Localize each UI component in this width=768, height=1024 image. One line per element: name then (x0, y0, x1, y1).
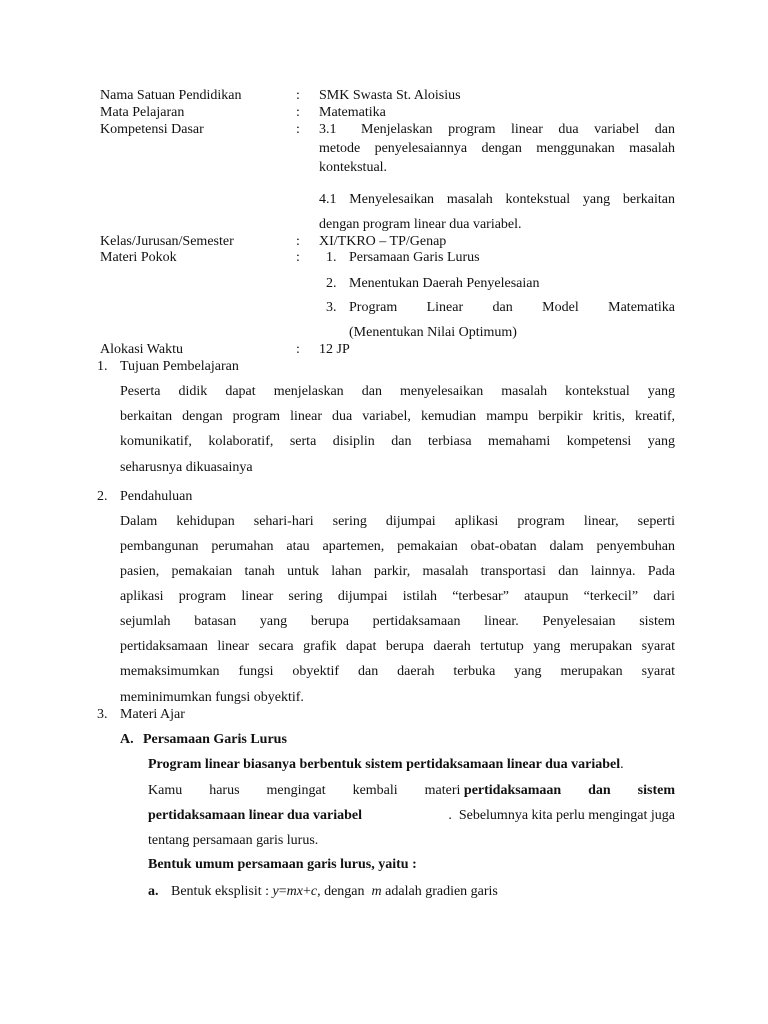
paragraph-line: tentang persamaan garis lurus. (148, 833, 319, 848)
section-title: Materi Ajar (120, 707, 185, 722)
paragraph-line: sejumlah batasan yang berupa pertidaksamaan linear. Penyelesaian sistem (120, 614, 675, 629)
value-nama-satuan: SMK Swasta St. Aloisius (319, 88, 461, 103)
section-number: 3. (97, 707, 108, 722)
formula-c: c (310, 884, 318, 899)
formula-x: x (296, 884, 303, 899)
kd-41-line1: 4.1 Menyelesaikan masalah kontekstual yang berkaitan (319, 192, 675, 207)
label-mata-pelajaran: Mata Pelajaran (100, 105, 185, 120)
bold-word: dan (588, 783, 611, 798)
paragraph-line (148, 757, 624, 773)
label-materi-pokok: Materi Pokok (100, 250, 177, 265)
colon: : (296, 105, 300, 120)
paragraph-line: meminimumkan fungsi obyektif. (120, 690, 304, 705)
section-title: Tujuan Pembelajaran (120, 359, 239, 374)
word: mengingat (266, 783, 326, 798)
subsection-title: Persamaan Garis Lurus (143, 732, 287, 747)
colon: : (296, 234, 300, 249)
item-a-post: adalah gradien garis (385, 884, 498, 899)
label-alokasi-waktu: Alokasi Waktu (100, 342, 183, 357)
value-mata-pelajaran: Matematika (319, 105, 386, 120)
word: Kamu (148, 783, 183, 798)
bold-word: sistem (637, 783, 675, 798)
colon: : (296, 250, 300, 265)
materi-pokok-item: Program Linear dan Model Matematika (349, 300, 675, 315)
section-number: 1. (97, 359, 108, 374)
word: materi (424, 783, 461, 798)
value-kelas: XI/TKRO – TP/Genap (319, 234, 447, 249)
colon: : (296, 122, 300, 137)
paragraph-line (148, 783, 675, 799)
item-a-pre: Bentuk eksplisit : (171, 884, 269, 899)
paragraph-line: Peserta didik dapat menjelaskan dan menyelesaikan masalah kontekstual yang (120, 384, 675, 399)
label-kompetensi-dasar: Kompetensi Dasar (100, 122, 204, 137)
label-kelas: Kelas/Jurusan/Semester (100, 234, 234, 249)
paragraph-line: pasien, pemakaian tanah untuk lahan parkir, masalah transportasi dan lainnya. Pada (120, 564, 675, 579)
text-rest: . Sebelumnya kita perlu mengingat juga (448, 808, 675, 823)
section-number: 2. (97, 489, 108, 504)
kd-31-line1: Menjelaskan program linear dua variabel dan (361, 122, 675, 137)
paragraph-line: memaksimumkan fungsi obyektif dan daerah terbuka yang merupakan syarat (120, 664, 675, 679)
paragraph-line: pembangunan perumahan atau apartemen, pemakaian obat-obatan dalam penyembuhan (120, 539, 675, 554)
paragraph-line: Dalam kehidupan sehari-hari sering dijumpai aplikasi program linear, seperti (120, 514, 675, 529)
formula-y: y (272, 884, 279, 899)
colon: : (296, 88, 300, 103)
materi-pokok-item: Menentukan Daerah Penyelesaian (349, 276, 540, 291)
formula-eq: = (278, 884, 287, 899)
formula-plus: + (302, 884, 311, 899)
item-a-line (171, 884, 498, 900)
bold-phrase: pertidaksamaan linear dua variabel (148, 808, 363, 823)
materi-pokok-num: 2. (326, 276, 337, 291)
materi-pokok-num: 1. (326, 250, 337, 265)
word: kembali (352, 783, 398, 798)
colon: : (296, 342, 300, 357)
section-title: Pendahuluan (120, 489, 193, 504)
subsection-label: A. (120, 732, 134, 747)
formula-m: m (286, 884, 297, 899)
materi-pokok-item-cont: (Menentukan Nilai Optimum) (349, 325, 517, 340)
kd-31-number: 3.1 (319, 122, 337, 137)
label-nama-satuan: Nama Satuan Pendidikan (100, 88, 242, 103)
paragraph-line (148, 808, 675, 824)
period: . (620, 757, 624, 772)
value-alokasi-waktu: 12 JP (319, 342, 350, 357)
kd-31-line3: kontekstual. (319, 160, 388, 175)
kd-41-line2: dengan program linear dua variabel. (319, 217, 522, 232)
paragraph-line: pertidaksamaan linear secara grafik dapat berupa daerah tertutup yang merupakan syarat (120, 639, 675, 654)
bentuk-umum-heading: Bentuk umum persamaan garis lurus, yaitu : (148, 857, 417, 872)
materi-pokok-item: Persamaan Garis Lurus (349, 250, 480, 265)
bold-phrase: Program linear biasanya berbentuk sistem pertidaksamaan linear dua variabel (148, 757, 621, 772)
bold-word: pertidaksamaan (463, 783, 562, 798)
item-a-m: m (371, 884, 382, 899)
paragraph-line: aplikasi program linear sering dijumpai istilah “terbesar” ataupun “terkecil” dari (120, 589, 675, 604)
item-label: a. (148, 884, 159, 899)
kd-31-line2: metode penyelesaiannya dengan menggunakan masalah (319, 141, 675, 156)
item-a-mid: , dengan (317, 884, 365, 899)
word-pair (425, 783, 562, 799)
paragraph-line: komunikatif, kolaboratif, serta disiplin dan terbiasa memahami kompetensi yang (120, 434, 675, 449)
word: harus (209, 783, 240, 798)
materi-pokok-num: 3. (326, 300, 337, 315)
paragraph-line: berkaitan dengan program linear dua variabel, kemudian mampu berpikir kritis, kreatif, (120, 409, 675, 424)
paragraph-line: seharusnya dikuasainya (120, 460, 253, 475)
